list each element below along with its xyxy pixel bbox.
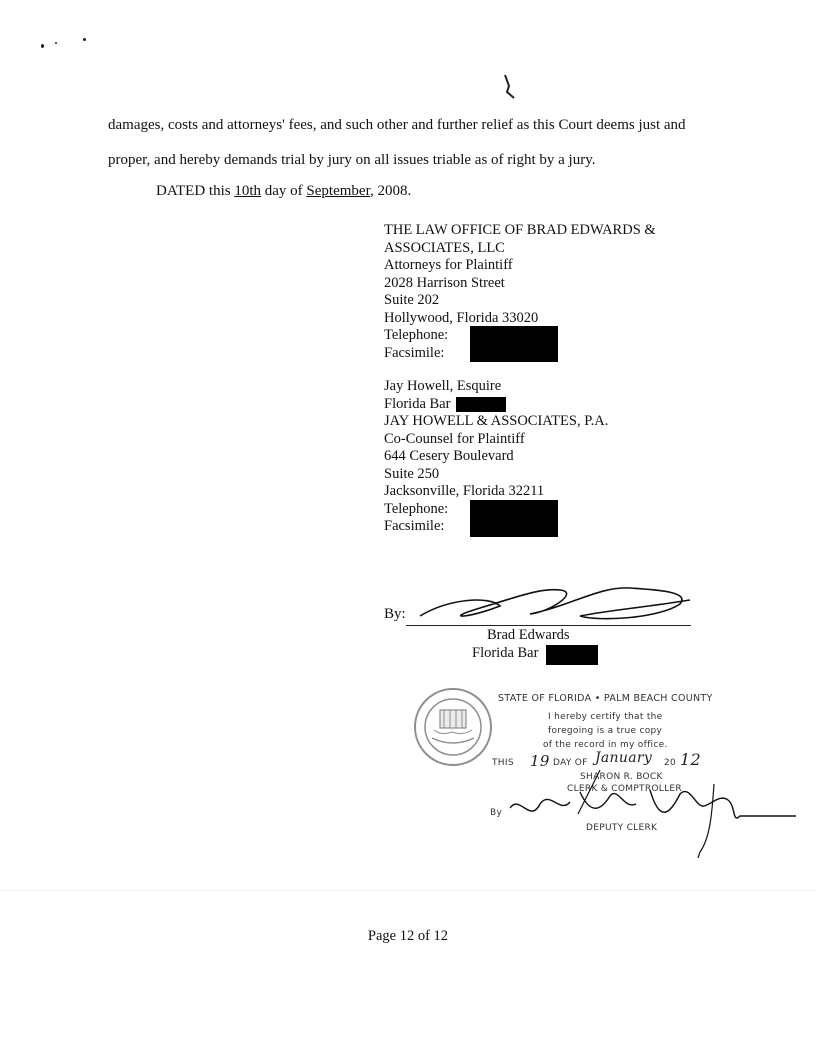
signature-name: Brad Edwards [487,627,570,643]
stamp-year-prefix: 20 [664,758,677,768]
signature-line [406,625,691,626]
stamp-day-of-label: DAY OF [553,758,588,768]
stamp-day-handwritten: 19 [530,752,550,770]
redaction-box [456,397,506,412]
stamp-clerk-name: SHARON R. BOCK [580,772,663,782]
firm1-suite: Suite 202 [384,292,440,308]
dated-day: 10th [234,183,262,199]
body-line-2: proper, and hereby demands trial by jury on all issues triable as of right by a jury. [108,152,596,168]
stamp-line2: foregoing is a true copy [548,726,663,736]
stamp-line1: I hereby certify that the [548,712,663,722]
dated-suffix: , 2008. [369,183,412,199]
firm1-telephone-label: Telephone: [384,327,449,343]
scan-speck [83,38,86,41]
firm2-facsimile-label: Facsimile: [384,518,445,534]
scan-edge [0,890,816,891]
dated-line [156,183,411,200]
firm1-street: 2028 Harrison Street [384,274,505,291]
county-seal [412,686,494,768]
firm2-city: Jacksonville, Florida 32211 [384,483,545,499]
firm1-facsimile-label: Facsimile: [384,344,445,361]
firm2-name: JAY HOWELL & ASSOCIATES, P.A. [384,413,609,429]
stamp-by-label: By [490,808,503,818]
scan-speck [41,44,44,48]
redaction-box [470,326,558,362]
page-number: Page 12 of 12 [367,928,449,944]
firm2-suite: Suite 250 [384,465,440,482]
stamp-clerk-title: CLERK & COMPTROLLER [567,784,682,794]
clerk-signature [500,764,800,858]
firm2-role: Co-Counsel for Plaintiff [384,430,525,447]
signature-bar-label: Florida Bar [472,645,539,661]
stamp-year-handwritten: 12 [680,750,701,769]
firm1-name-line2: ASSOCIATES, LLC [384,239,505,256]
firm1-name-line1: THE LAW OFFICE OF BRAD EDWARDS & [384,222,656,238]
firm2-attorney: Jay Howell, Esquire [384,378,502,394]
scan-speck [55,42,57,44]
stamp-month-handwritten: January [595,750,653,766]
stamp-line3: of the record in my office. [543,740,668,750]
dated-prefix: DATED this [156,183,235,199]
handwritten-signature [410,578,700,628]
firm1-role: Attorneys for Plaintiff [384,257,513,273]
redaction-box [470,500,558,537]
scan-mark [500,72,520,102]
redaction-box [546,645,598,665]
firm2-bar: Florida Bar [384,395,451,412]
stamp-this-label: THIS [492,758,514,768]
firm2-street: 644 Cesery Boulevard [384,448,514,464]
dated-month: September [306,183,370,199]
stamp-deputy-clerk: DEPUTY CLERK [586,823,658,833]
dated-middle: day of [261,183,307,199]
firm1-city: Hollywood, Florida 33020 [384,309,539,326]
body-line-1: damages, costs and attorneys' fees, and such other and further relief as this Court deems just and [108,117,686,133]
firm2-telephone-label: Telephone: [384,500,449,517]
stamp-header: STATE OF FLORIDA • PALM BEACH COUNTY [498,693,713,704]
signature-by-label: By: [384,606,406,622]
